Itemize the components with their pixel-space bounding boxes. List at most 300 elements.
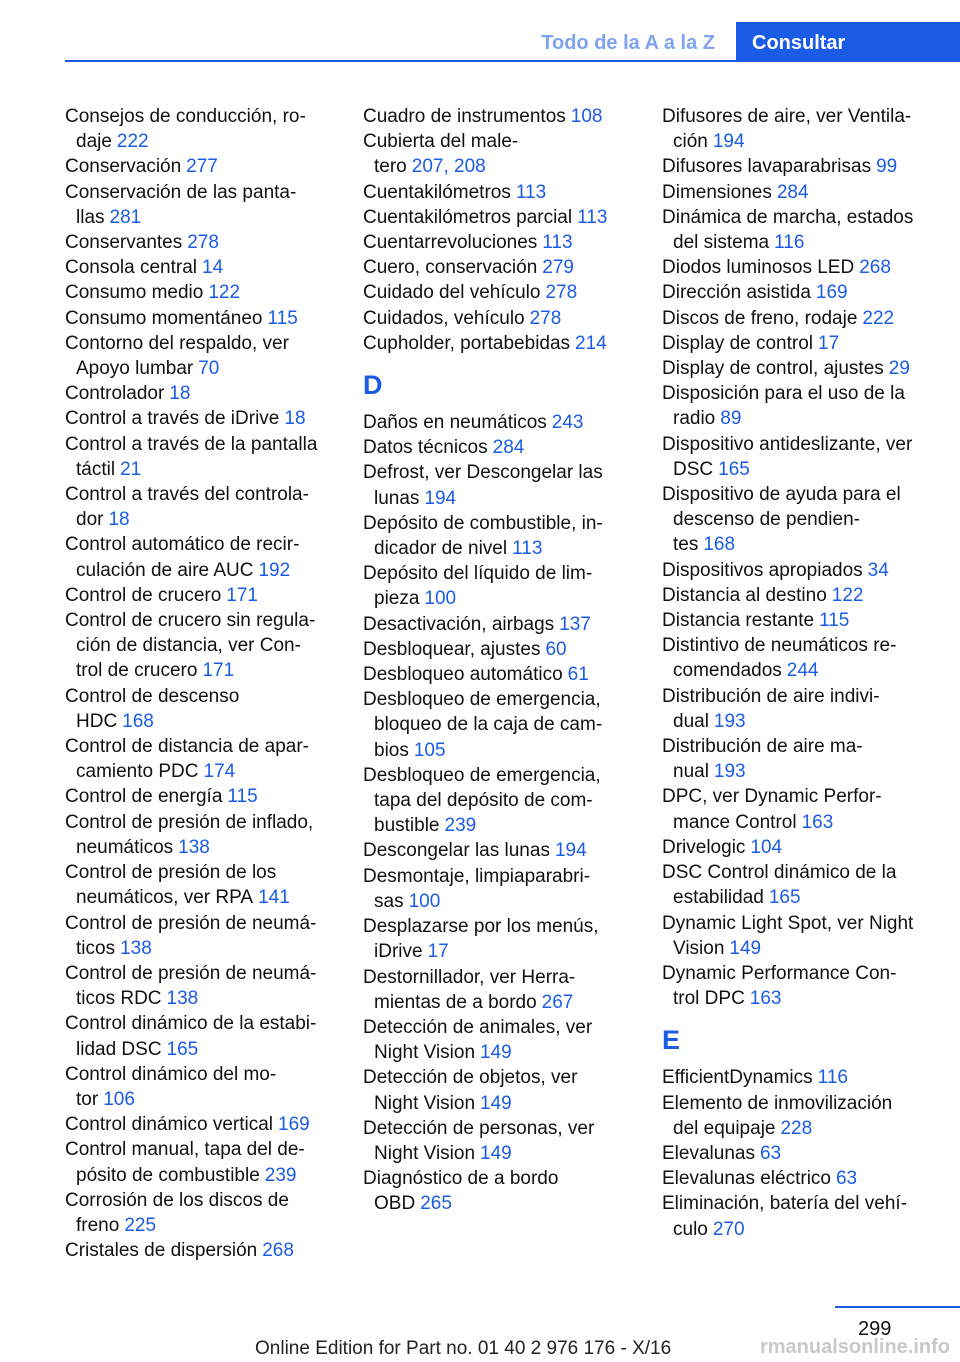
index-entry-term <box>662 434 912 480</box>
index-entry-line: Controlador <box>65 383 165 405</box>
index-entry-page-link[interactable]: 174 <box>203 761 236 783</box>
index-entry-line: dor <box>76 509 104 531</box>
index-entry-line: lunas <box>374 487 420 509</box>
index-entry-line: Cuidados, vehículo <box>363 307 525 329</box>
index-entry-page-link[interactable]: 100 <box>424 588 457 610</box>
index-entry-line: Elemento de inmovilización <box>662 1092 893 1114</box>
index-entry-page-link[interactable]: 18 <box>284 408 306 430</box>
index-entry-page-link[interactable]: 100 <box>408 890 441 912</box>
index-entry-line: dual <box>673 710 709 732</box>
watermark: rmanualsonline.info <box>759 1336 950 1358</box>
index-entry <box>363 838 643 863</box>
index-entry-line: Detección de animales, ver <box>363 1016 593 1038</box>
index-entry-page-link[interactable]: 113 <box>512 538 543 560</box>
index-entry <box>662 684 942 734</box>
index-entry-page-link[interactable]: 268 <box>859 257 891 279</box>
index-entry-line: Corrosión de los discos de <box>65 1189 289 1211</box>
index-entry-line: Difusores lavaparabrisas <box>662 156 872 178</box>
index-entry-page-link[interactable]: 104 <box>750 836 783 858</box>
index-entry <box>65 961 345 1011</box>
index-entry-page-link[interactable]: 122 <box>831 584 864 606</box>
index-entry-page-link[interactable]: 265 <box>420 1193 452 1215</box>
index-entry-page-link[interactable]: 29 <box>888 358 910 380</box>
index-entry-term <box>65 585 221 606</box>
page-number-rule <box>835 1306 960 1308</box>
index-entry-term <box>65 232 182 253</box>
index-entry-page-link[interactable]: 138 <box>120 937 152 959</box>
index-entry-line: Destornillador, ver Herra- <box>363 966 576 988</box>
index-entry-page-link[interactable]: 222 <box>116 131 149 153</box>
index-entry-line: ción <box>673 131 708 153</box>
index-entry-page-link[interactable]: 116 <box>774 232 805 254</box>
index-entry <box>363 129 643 179</box>
index-entry-line: nual <box>673 761 709 783</box>
index-entry-page-link[interactable]: 106 <box>103 1088 135 1110</box>
index-entry <box>662 154 942 179</box>
index-entry-line: Cuentakilómetros <box>363 181 511 203</box>
index-entry-page-link[interactable]: 14 <box>202 257 224 279</box>
index-entry-line: HDC <box>76 710 118 732</box>
index-entry-line: pieza <box>374 588 420 610</box>
index-entry-line: Detección de objetos, ver <box>363 1067 578 1089</box>
index-entry <box>65 784 345 809</box>
index-entry-page-link[interactable]: 34 <box>867 559 889 581</box>
index-entry-page-link[interactable]: 277 <box>186 156 218 178</box>
section-title: Todo de la A a la Z <box>541 32 715 54</box>
index-entry-line: Contorno del respaldo, ver <box>65 332 289 354</box>
index-entry-page-link[interactable]: 284 <box>492 437 525 459</box>
index-entry-line: pósito de combustible <box>76 1164 260 1186</box>
index-entry-term <box>363 437 488 458</box>
index-entry-page-link[interactable]: 169 <box>815 282 848 304</box>
index-entry <box>662 331 942 356</box>
index-entry-term <box>65 913 316 959</box>
index-entry <box>65 154 345 179</box>
index-entry-page-link[interactable]: 278 <box>545 282 578 304</box>
index-entry-line: Display de control <box>662 332 814 354</box>
index-entry <box>662 1091 942 1141</box>
index-entry-page-link[interactable]: 168 <box>703 534 736 556</box>
index-entry-page-link[interactable]: 239 <box>444 815 477 837</box>
index-entry-page-link[interactable]: 284 <box>776 181 809 203</box>
index-entry-line: Display de control, ajustes <box>662 358 884 380</box>
index-entry-term <box>363 689 602 760</box>
index-entry-line: Dinámica de marcha, estados <box>662 206 914 228</box>
index-entry-page-link[interactable]: 163 <box>749 988 782 1010</box>
index-entry-line: ticos RDC <box>76 988 162 1010</box>
index-entry <box>662 608 942 633</box>
index-entry-line: estabilidad <box>673 887 764 909</box>
index-entry-line: Cuero, conservación <box>363 257 538 279</box>
index-entry-line: Depósito de combustible, in- <box>363 512 603 534</box>
index-entry-page-link[interactable]: 116 <box>817 1067 848 1089</box>
index-entry-page-link[interactable]: 89 <box>720 408 742 430</box>
index-entry <box>662 306 942 331</box>
index-entry-page-link[interactable]: 165 <box>768 887 801 909</box>
index-entry-page-link[interactable]: 18 <box>108 509 130 531</box>
index-entry-line: iDrive <box>374 941 423 963</box>
index-entry-line: Distancia restante <box>662 610 815 632</box>
index-entry-page-link[interactable]: 268 <box>262 1240 294 1262</box>
index-entry-line: mance Control <box>673 811 797 833</box>
index-entry-line: Control dinámico vertical <box>65 1114 274 1136</box>
index-entry-term <box>662 383 905 429</box>
index-entry-term <box>363 614 554 635</box>
index-entry <box>662 280 942 305</box>
index-entry-line: Control de presión de neumá- <box>65 962 317 984</box>
index-entry-page-link[interactable]: 113 <box>515 181 547 203</box>
index-entry-page-link[interactable]: 17 <box>427 941 449 963</box>
index-entry-page-link[interactable]: 138 <box>166 988 199 1010</box>
index-entry-line: tes <box>673 534 699 556</box>
index-entry-line: tapa del depósito de com- <box>374 790 593 812</box>
page-number: 299 <box>858 1318 892 1340</box>
index-entry-line: Disposición para el uso de la <box>662 383 905 405</box>
index-entry-line: Consejos de conducción, ro- <box>65 106 306 127</box>
index-entry-term <box>662 560 863 581</box>
index-entry-term <box>65 408 279 429</box>
index-entry-page-link[interactable]: 149 <box>480 1092 512 1114</box>
index-entry-page-link[interactable]: 18 <box>169 383 191 405</box>
index-entry-page-link[interactable]: 149 <box>729 937 762 959</box>
index-entry-line: Defrost, ver Descongelar las <box>363 462 603 484</box>
index-entry-line: Difusores de aire, ver Ventila- <box>662 106 912 127</box>
index-entry-term <box>363 916 599 962</box>
index-entry <box>363 104 643 129</box>
index-entry-term <box>662 358 884 379</box>
index-entry-term <box>662 686 880 732</box>
index-entry-line: Cuidado del vehículo <box>363 282 541 304</box>
index-entry-line: Desactivación, airbags <box>363 613 555 635</box>
index-entry-line: comendados <box>673 660 782 682</box>
index-entry <box>65 583 345 608</box>
index-entry-page-link[interactable]: 193 <box>713 710 746 732</box>
index-entry-line: Control de crucero <box>65 584 222 606</box>
index-entry <box>65 1188 345 1238</box>
index-entry <box>662 356 942 381</box>
index-entry-page-link[interactable]: 225 <box>124 1214 157 1236</box>
index-entry-line: Desbloqueo de emergencia, <box>363 689 601 711</box>
index-entry-line: Distribución de aire indivi- <box>662 685 880 707</box>
index-entry-page-link[interactable]: 137 <box>559 613 591 635</box>
index-entry-page-link[interactable]: 61 <box>567 664 589 686</box>
index-entry-line: Control de distancia de apar- <box>65 736 309 758</box>
index-entry-page-link[interactable]: 270 <box>712 1218 745 1240</box>
index-entry-term <box>363 308 525 329</box>
index-entry-line: Control dinámico del mo- <box>65 1063 277 1085</box>
index-entry-line: Control de presión de inflado, <box>65 811 314 833</box>
index-columns <box>0 104 960 1274</box>
index-entry-term <box>65 610 315 681</box>
index-entry-line: ticos <box>76 937 116 959</box>
index-entry <box>662 784 942 834</box>
index-entry <box>363 460 643 510</box>
index-entry-line: Desbloqueo de emergencia, <box>363 764 601 786</box>
index-entry-term <box>662 1093 892 1139</box>
index-entry <box>363 331 643 356</box>
index-entry <box>65 406 345 431</box>
index-entry-page-link[interactable]: 141 <box>258 887 290 909</box>
index-entry-line: Discos de freno, rodaje <box>662 307 858 329</box>
index-entry <box>363 687 643 763</box>
index-entry-term <box>65 1240 257 1261</box>
index-entry <box>662 1191 942 1241</box>
index-entry <box>363 1015 643 1065</box>
index-entry-page-link[interactable]: 194 <box>712 131 745 153</box>
index-entry <box>65 608 345 684</box>
index-entry-term <box>363 412 547 433</box>
index-entry-page-link[interactable]: 194 <box>554 840 587 862</box>
section-tab: Consultar <box>736 22 960 62</box>
index-entry-line: Dynamic Light Spot, ver Night <box>662 912 914 934</box>
index-entry-page-link[interactable]: 138 <box>178 836 210 858</box>
index-entry <box>363 637 643 662</box>
index-entry-line: Control manual, tapa del de- <box>65 1139 305 1161</box>
index-entry <box>363 511 643 561</box>
index-entry-page-link[interactable]: 17 <box>818 332 840 354</box>
index-entry <box>65 810 345 860</box>
index-entry-line: Dynamic Performance Con- <box>662 962 897 984</box>
index-entry-term <box>662 913 913 959</box>
index-entry <box>65 734 345 784</box>
index-entry-page-link[interactable]: 171 <box>202 660 235 682</box>
index-entry-page-link[interactable]: 169 <box>278 1114 310 1136</box>
index-entry <box>65 1011 345 1061</box>
index-entry <box>363 280 643 305</box>
index-entry-page-link[interactable]: 214 <box>575 332 607 354</box>
index-entry-line: ción de distancia, ver Con- <box>76 635 301 657</box>
index-entry <box>65 180 345 230</box>
index-entry-line: neumáticos, ver RPA <box>76 887 254 909</box>
index-entry-term <box>363 232 537 253</box>
index-entry-term <box>65 282 203 303</box>
index-entry-line: Night Vision <box>374 1092 476 1114</box>
index-entry <box>662 255 942 280</box>
index-entry-page-link[interactable]: 21 <box>120 458 142 480</box>
index-entry <box>363 230 643 255</box>
index-entry-line: Control dinámico de la estabi- <box>65 1013 317 1035</box>
index-entry-page-link[interactable]: 70 <box>198 358 220 380</box>
index-letter-heading: D <box>363 370 383 401</box>
index-entry-line: EfficientDynamics <box>662 1067 813 1089</box>
index-entry-page-link[interactable]: 278 <box>529 307 562 329</box>
index-entry-page-link[interactable]: 113 <box>542 232 573 254</box>
index-entry <box>662 1166 942 1191</box>
index-entry-term <box>65 862 276 908</box>
index-entry-line: del sistema <box>673 232 770 254</box>
index-entry-line: llas <box>76 206 105 228</box>
index-entry-term <box>662 106 911 152</box>
index-entry-line: trol de crucero <box>76 660 198 682</box>
index-entry-page-link[interactable]: 99 <box>876 156 898 178</box>
index-column-3 <box>662 104 942 1242</box>
index-entry-line: bustible <box>374 815 440 837</box>
index-entry-term <box>363 1017 592 1063</box>
index-entry-term <box>363 282 540 303</box>
index-entry-page-link[interactable]: 63 <box>835 1168 858 1190</box>
index-entry-line: Night Vision <box>374 1142 476 1164</box>
index-entry-page-link[interactable]: 192 <box>258 559 291 581</box>
index-entry-term <box>363 462 603 508</box>
index-entry-line: descenso de pendien- <box>673 509 860 531</box>
index-entry <box>363 410 643 435</box>
index-entry <box>662 1141 942 1166</box>
index-entry-page-link[interactable]: 243 <box>551 412 584 434</box>
index-entry-page-link[interactable]: 149 <box>480 1042 512 1064</box>
index-entry-page-link[interactable]: 165 <box>718 458 750 480</box>
index-entry-term <box>662 1193 907 1239</box>
footer-edition-text: Online Edition for Part no. 01 40 2 976 176 - X/16 <box>255 1338 672 1359</box>
index-entry-line: Descongelar las lunas <box>363 840 550 862</box>
index-entry <box>662 583 942 608</box>
index-entry-page-link[interactable]: 239 <box>264 1164 297 1186</box>
index-entry-term <box>662 182 772 203</box>
index-entry-line: Dispositivo antideslizante, ver <box>662 433 913 455</box>
index-entry <box>363 1065 643 1115</box>
index-entry-line: Elevalunas eléctrico <box>662 1168 831 1190</box>
index-entry <box>65 860 345 910</box>
index-entry-line: Eliminación, batería del vehí- <box>662 1193 908 1215</box>
index-entry <box>363 435 643 460</box>
index-entry-term <box>363 1168 558 1214</box>
index-entry <box>363 255 643 280</box>
index-entry-page-link[interactable]: 115 <box>267 307 298 329</box>
index-entry-page-link[interactable]: 168 <box>122 710 154 732</box>
index-entry <box>363 965 643 1015</box>
index-entry-line: dicador de nivel <box>374 538 508 560</box>
index-entry-page-link[interactable]: 193 <box>713 761 746 783</box>
index-entry <box>65 306 345 331</box>
index-entry-line: Elevalunas <box>662 1142 755 1164</box>
index-entry-page-link[interactable]: 113 <box>577 206 608 228</box>
index-entry-term <box>65 434 317 480</box>
index-entry-term <box>363 639 540 660</box>
index-entry-page-link[interactable]: 122 <box>208 282 241 304</box>
index-entry-term <box>363 1118 594 1164</box>
index-entry <box>65 255 345 280</box>
index-entry-term <box>65 1114 273 1135</box>
index-entry <box>662 558 942 583</box>
index-entry-line: culación de aire AUC <box>76 559 254 581</box>
index-entry-term <box>363 207 572 228</box>
index-entry <box>662 180 942 205</box>
index-entry-page-link[interactable]: 115 <box>227 786 258 808</box>
index-entry <box>363 180 643 205</box>
index-entry-page-link[interactable]: 165 <box>166 1038 199 1060</box>
index-entry-term <box>363 106 566 127</box>
index-entry-page-link[interactable]: 108 <box>570 106 603 127</box>
index-entry-line: bloqueo de la caja de cam- <box>374 714 603 736</box>
index-entry-line: Cuentarrevoluciones <box>363 232 538 254</box>
index-entry-line: DPC, ver Dynamic Perfor- <box>662 786 882 808</box>
index-entry-term <box>363 333 570 354</box>
index-entry-line: Control de presión de neumá- <box>65 912 317 934</box>
index-entry <box>662 205 942 255</box>
index-entry-line: Detección de personas, ver <box>363 1117 595 1139</box>
index-entry-page-link[interactable]: 171 <box>226 584 258 606</box>
index-entry-page-link[interactable]: 279 <box>542 257 574 279</box>
index-entry-term <box>65 383 164 404</box>
index-entry-term <box>662 282 811 303</box>
index-entry-term <box>65 333 289 379</box>
index-entry <box>363 612 643 637</box>
index-entry <box>65 230 345 255</box>
index-column-1 <box>65 104 345 1263</box>
index-entry-term <box>363 840 550 861</box>
index-entry <box>65 482 345 532</box>
index-entry-line: radio <box>673 408 716 430</box>
index-entry <box>65 280 345 305</box>
index-entry-line: Conservación <box>65 156 182 178</box>
index-entry-line: Cupholder, portabebidas <box>363 332 571 354</box>
index-entry-term <box>662 1143 755 1164</box>
index-entry-line: Diagnóstico de a bordo <box>363 1168 559 1190</box>
index-entry <box>662 381 942 431</box>
index-entry-term <box>65 106 306 152</box>
index-entry-line: Daños en neumáticos <box>363 412 547 434</box>
index-entry-line: bios <box>374 739 409 761</box>
index-entry-term <box>662 837 745 858</box>
index-entry-page-link[interactable]: 244 <box>786 660 819 682</box>
header-rule <box>65 60 960 62</box>
index-entry-term <box>662 308 857 329</box>
index-entry-term <box>662 156 871 177</box>
index-entry-line: DSC Control dinámico de la <box>662 862 897 884</box>
index-entry <box>65 684 345 734</box>
index-entry-line: Consola central <box>65 257 198 279</box>
index-entry-page-link[interactable]: 228 <box>780 1117 813 1139</box>
index-entry-line: Conservantes <box>65 232 183 254</box>
index-entry-page-link[interactable]: 194 <box>424 487 457 509</box>
index-entry-term <box>65 1190 289 1236</box>
index-entry-page-link[interactable]: 222 <box>862 307 895 329</box>
index-entry-term <box>363 1067 577 1113</box>
index-entry-line: daje <box>76 131 112 153</box>
index-entry <box>363 1166 643 1216</box>
index-entry-line: neumáticos <box>76 836 174 858</box>
index-entry-page-link[interactable]: 278 <box>187 232 219 254</box>
index-entry-page-link[interactable]: 63 <box>759 1142 782 1164</box>
index-entry-line: Control a través de iDrive <box>65 408 280 430</box>
index-entry <box>363 763 643 839</box>
index-entry-page-link[interactable]: 207, 208 <box>411 156 486 178</box>
index-entry-page-link[interactable]: 281 <box>109 206 142 228</box>
index-entry <box>662 734 942 784</box>
index-entry-line: Distancia al destino <box>662 584 827 606</box>
index-entry <box>662 432 942 482</box>
index-entry-term <box>662 257 854 278</box>
index-entry-term <box>65 786 222 807</box>
index-entry-page-link[interactable]: 163 <box>801 811 834 833</box>
index-entry <box>65 104 345 154</box>
index-entry <box>363 205 643 230</box>
index-entry-line: Control a través del controla- <box>65 484 309 506</box>
index-entry-page-link[interactable]: 267 <box>541 991 574 1013</box>
index-entry-line: táctil <box>76 458 116 480</box>
index-entry-term <box>363 182 511 203</box>
index-entry-line: OBD <box>374 1193 416 1215</box>
index-entry-page-link[interactable]: 105 <box>413 739 446 761</box>
index-entry <box>662 835 942 860</box>
index-entry-term <box>662 610 814 631</box>
index-entry-page-link[interactable]: 60 <box>545 638 567 660</box>
index-entry-page-link[interactable]: 115 <box>819 610 850 632</box>
index-entry-line: Cuadro de instrumentos <box>363 106 566 127</box>
index-entry <box>65 381 345 406</box>
index-entry-line: Control de crucero sin regula- <box>65 610 316 632</box>
index-entry-page-link[interactable]: 149 <box>480 1142 512 1164</box>
index-entry <box>363 914 643 964</box>
